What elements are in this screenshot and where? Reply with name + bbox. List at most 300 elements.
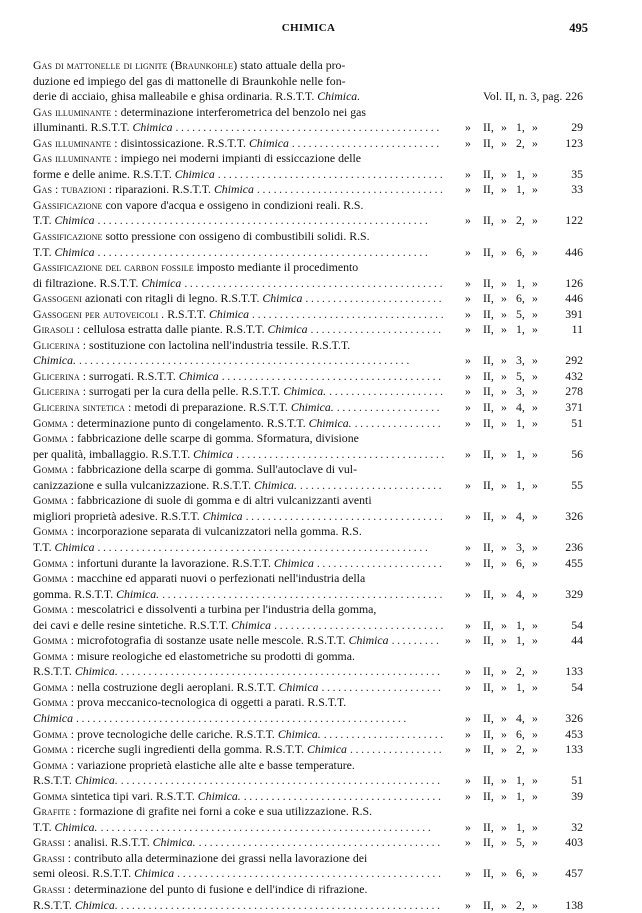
entry-text: disintossicazione. R.S.T.T. <box>120 135 246 150</box>
entry-separator: : <box>70 679 75 694</box>
entry-text: contributo alla determinazione dei grassi nella lavorazione dei <box>74 850 368 865</box>
index-entry <box>33 680 583 696</box>
entry-keyword: Gas <box>33 182 53 197</box>
entry-line <box>33 602 583 618</box>
entry-text: analisi. R.S.T.T. <box>74 835 150 850</box>
index-entry <box>33 882 583 913</box>
index-entry <box>33 493 583 524</box>
index-entry <box>33 260 583 291</box>
ditto-mark: » <box>465 866 471 881</box>
page-number: 54 <box>571 617 583 632</box>
entry-text: stato attuale della pro- <box>240 58 346 72</box>
leader-dots: ............................................................ <box>78 353 412 368</box>
ditto-mark: » <box>501 477 507 492</box>
page-number: 457 <box>565 866 583 881</box>
issue-number: 1, <box>516 617 525 632</box>
entry-text: migliori proprietà adesive. R.S.T.T. <box>33 508 200 523</box>
volume: II, <box>483 166 494 181</box>
volume: II, <box>483 555 494 570</box>
entry-keyword: Gomma <box>33 555 68 570</box>
page-number: 432 <box>565 368 583 383</box>
ditto-mark: » <box>501 244 507 259</box>
index-entry <box>33 602 583 633</box>
entry-text: variazione proprietà elastiche alle alte e basse temperature. <box>77 757 355 772</box>
leader-dots: ..................... <box>329 384 446 399</box>
page-number: 29 <box>571 120 583 135</box>
index-entry <box>33 384 583 400</box>
page-number: 326 <box>565 508 583 523</box>
entry-separator: : <box>70 431 75 446</box>
entry-keyword: Gomma <box>33 679 68 694</box>
ditto-mark: » <box>465 353 471 368</box>
journal-name: Chimica <box>134 866 175 881</box>
leader-dots: ........................... <box>291 135 442 150</box>
volume: II, <box>483 788 494 803</box>
ditto-mark: » <box>465 679 471 694</box>
ditto-mark: » <box>501 539 507 554</box>
entry-keyword: Grafite <box>33 804 71 819</box>
index-entry <box>33 851 583 882</box>
ditto-mark: » <box>465 135 471 150</box>
journal-name: Chimica. <box>197 788 241 803</box>
ditto-mark: » <box>501 835 507 850</box>
entry-separator: : <box>70 524 75 539</box>
issue-number: 1, <box>516 275 525 290</box>
leader-dots: ............................................ <box>198 835 443 850</box>
page-number: 55 <box>571 477 583 492</box>
page-number: 122 <box>565 213 583 228</box>
page-number: 326 <box>565 710 583 725</box>
issue-number: 6, <box>516 726 525 741</box>
journal-name: Chimica <box>213 182 254 197</box>
ditto-mark: » <box>501 275 507 290</box>
ditto-mark: » <box>501 446 507 461</box>
journal-name: Chimica. <box>74 773 118 788</box>
leader-dots: .......................................................... <box>120 897 443 912</box>
entry-separator: : <box>114 135 118 150</box>
journal-name: Chimica <box>174 166 215 181</box>
index-entry <box>33 804 583 835</box>
journal-name: Chimica. <box>74 664 118 679</box>
issue-number: 1, <box>516 633 525 648</box>
ditto-mark: » <box>532 726 538 741</box>
ditto-mark: » <box>532 819 538 834</box>
entry-line <box>33 571 583 587</box>
ditto-mark: » <box>465 726 471 741</box>
journal-name: Chimica. <box>33 353 76 368</box>
ditto-mark: » <box>532 617 538 632</box>
ditto-mark: » <box>465 275 471 290</box>
ditto-mark: » <box>465 617 471 632</box>
entry-keyword: Gomma <box>33 524 68 539</box>
entry-keyword: Gassificazione <box>33 229 103 244</box>
ditto-mark: » <box>465 508 471 523</box>
entry-separator: : <box>70 571 75 586</box>
entry-line <box>33 151 583 167</box>
entry-text: mescolatrici e dissolventi a turbina per l'industria della gomma, <box>77 602 377 617</box>
leader-dots: ...................... <box>323 726 446 741</box>
leader-dots: ............................................................ <box>97 213 431 228</box>
index-entry <box>33 182 583 198</box>
index-entry <box>33 229 583 260</box>
entry-text: formazione di grafite nei forni a coke e sua utilizzazione. R.S. <box>79 804 373 819</box>
ditto-mark: » <box>465 819 471 834</box>
index-entry <box>33 105 583 136</box>
journal-name: Chimica. <box>253 477 297 492</box>
index-entry <box>33 556 583 572</box>
entry-text: sintetica tipi vari. R.S.T.T. <box>70 788 195 803</box>
ditto-mark: » <box>501 353 507 368</box>
index-entry <box>33 322 583 338</box>
entry-text: surrogati per la cura della pelle. R.S.T.T. <box>89 384 281 399</box>
entry-separator: : <box>67 850 72 865</box>
ditto-mark: » <box>465 897 471 912</box>
ditto-mark: » <box>532 322 538 337</box>
entry-keyword: Gomma <box>33 633 68 648</box>
issue-number: 1, <box>516 120 525 135</box>
ditto-mark: » <box>465 555 471 570</box>
page-number: 138 <box>565 897 583 912</box>
journal-name: Chimica <box>267 322 308 337</box>
page-number: 391 <box>565 306 583 321</box>
ditto-mark: » <box>532 586 538 601</box>
index-entry <box>33 462 583 493</box>
entry-keyword: Glicerina sintetica <box>33 400 126 415</box>
ditto-mark: » <box>532 275 538 290</box>
journal-name: Chimica <box>202 508 243 523</box>
ditto-mark: » <box>465 710 471 725</box>
ditto-mark: » <box>532 244 538 259</box>
journal-name: Chimica. <box>277 726 321 741</box>
ditto-mark: » <box>465 166 471 181</box>
volume: II, <box>483 415 494 430</box>
page-number: 54 <box>571 679 583 694</box>
entry-keyword: Gomma <box>33 757 68 772</box>
ditto-mark: » <box>465 788 471 803</box>
ditto-mark: » <box>501 291 507 306</box>
ditto-mark: » <box>501 866 507 881</box>
ditto-mark: » <box>532 368 538 383</box>
running-title: CHIMICA <box>281 22 336 34</box>
ditto-mark: » <box>465 633 471 648</box>
entry-text: di filtrazione. R.S.T.T. <box>33 275 139 290</box>
entry-line <box>33 804 583 820</box>
leader-dots: ............................................................ <box>100 819 434 834</box>
entry-separator: : <box>70 726 75 741</box>
entry-text: metodi di preparazione. R.S.T.T. <box>134 400 288 415</box>
index-entry <box>33 524 583 555</box>
volume: II, <box>483 819 494 834</box>
entry-text: azionati con ritagli di legno. R.S.T.T. <box>84 291 260 306</box>
ditto-mark: » <box>501 679 507 694</box>
entry-separator: : <box>67 835 72 850</box>
volume: II, <box>483 322 494 337</box>
volume: II, <box>483 477 494 492</box>
entry-text: determinazione punto di congelamento. R.S.T.T. <box>77 415 306 430</box>
index-entry <box>33 369 583 385</box>
entry-text: R.S.T.T. <box>167 306 207 321</box>
entry-text: riparazioni. R.S.T.T. <box>115 182 211 197</box>
entry-line <box>33 431 583 447</box>
issue-number: 1, <box>516 679 525 694</box>
entry-line <box>33 851 583 867</box>
volume: II, <box>483 679 494 694</box>
issue-number: 1, <box>516 477 525 492</box>
page-number: 123 <box>565 135 583 150</box>
ditto-mark: » <box>532 539 538 554</box>
page-number: 39 <box>571 788 583 803</box>
entry-separator: : <box>73 804 77 819</box>
journal-name: Chimica <box>178 368 219 383</box>
index-entry <box>33 727 583 743</box>
ditto-mark: » <box>501 819 507 834</box>
ditto-mark: » <box>501 415 507 430</box>
entry-keyword: Grassi <box>33 881 65 896</box>
journal-name: Chimica <box>262 291 303 306</box>
journal-name: Chimica. <box>283 384 327 399</box>
leader-dots: ................................................ <box>177 866 444 881</box>
page-number: 32 <box>571 819 583 834</box>
ditto-mark: » <box>465 477 471 492</box>
volume: II, <box>483 726 494 741</box>
issue-number: 2, <box>516 897 525 912</box>
page-number: 278 <box>565 384 583 399</box>
entry-text: R.S.T.T. <box>33 897 72 912</box>
ditto-mark: » <box>465 664 471 679</box>
reference-text: Vol. II, n. 3, pag. 226 <box>482 89 583 104</box>
page-number: 236 <box>565 539 583 554</box>
ditto-mark: » <box>501 586 507 601</box>
ditto-mark: » <box>465 368 471 383</box>
ditto-mark: » <box>465 586 471 601</box>
leader-dots: ................................................... <box>162 586 446 601</box>
journal-name: Chimica <box>33 710 73 725</box>
entry-keyword: Glicerina <box>33 337 80 352</box>
volume: II, <box>483 244 494 259</box>
page-number: 371 <box>565 400 583 415</box>
entry-separator: : <box>70 757 75 772</box>
entry-separator: . <box>161 306 165 321</box>
issue-number: 2, <box>516 742 525 757</box>
ditto-mark: » <box>532 291 538 306</box>
volume: II, <box>483 835 494 850</box>
volume: II, <box>483 897 494 912</box>
entry-keyword: Gassificazione <box>33 197 103 212</box>
page-number: 35 <box>571 166 583 181</box>
issue-number: 4, <box>516 710 525 725</box>
ditto-mark: » <box>465 291 471 306</box>
entry-line <box>33 58 583 74</box>
entry-separator: : <box>70 602 75 617</box>
volume: II, <box>483 368 494 383</box>
entry-line <box>33 695 583 711</box>
volume: II, <box>483 306 494 321</box>
ditto-mark: » <box>532 788 538 803</box>
journal-name: Chimica. <box>317 89 361 104</box>
entry-text: gomma. R.S.T.T. <box>33 586 114 601</box>
ditto-mark: » <box>465 742 471 757</box>
issue-number: 4, <box>516 400 525 415</box>
journal-name: Chimica <box>278 679 319 694</box>
entry-text: duzione ed impiego del gas di mattonelle di Braunkohle nelle fon- <box>33 73 346 88</box>
journal-name: Chimica <box>273 555 314 570</box>
ditto-mark: » <box>501 135 507 150</box>
entry-keyword: Gas illuminante <box>33 135 112 150</box>
ditto-mark: » <box>501 617 507 632</box>
entry-text: per qualità, imballaggio. R.S.T.T. <box>33 446 191 461</box>
entry-keyword: Glicerina <box>33 368 80 383</box>
ditto-mark: » <box>532 384 538 399</box>
leader-dots: ......................... <box>305 291 445 306</box>
ditto-mark: » <box>501 384 507 399</box>
volume: II, <box>483 617 494 632</box>
entry-keyword: Gomma <box>33 431 68 446</box>
page-number: 403 <box>565 835 583 850</box>
entry-keyword: Gomma <box>33 648 68 663</box>
page-number: 292 <box>565 353 583 368</box>
issue-number: 6, <box>516 555 525 570</box>
volume: II, <box>483 384 494 399</box>
ditto-mark: » <box>501 322 507 337</box>
entry-text: infortuni durante la lavorazione. R.S.T.T. <box>77 555 271 570</box>
volume: II, <box>483 213 494 228</box>
entry-text: dei cavi e delle resine sintetiche. R.S.T.T. <box>33 617 229 632</box>
ditto-mark: » <box>532 306 538 321</box>
leader-dots: ......... <box>391 633 442 648</box>
ditto-mark: » <box>465 415 471 430</box>
entry-text: fabbricazione della scarpe di gomma. Sull'autoclave di vul- <box>77 462 358 477</box>
ditto-mark: » <box>532 897 538 912</box>
entry-text: impiego nei moderni impianti di essiccazione delle <box>120 151 362 166</box>
page-number: 33 <box>571 182 583 197</box>
ditto-mark: » <box>501 742 507 757</box>
leader-dots: .......................................................... <box>120 773 443 788</box>
leader-dots: ................. <box>349 742 445 757</box>
entry-text: T.T. <box>33 539 52 554</box>
entry-text: ricerche sugli ingredienti della gomma. R.S.T.T. <box>77 742 305 757</box>
ditto-mark: » <box>532 353 538 368</box>
issue-number: 4, <box>516 586 525 601</box>
ditto-mark: » <box>501 633 507 648</box>
page-number: 126 <box>565 275 583 290</box>
ditto-mark: » <box>465 384 471 399</box>
index-entry <box>33 198 583 229</box>
issue-number: 1, <box>516 415 525 430</box>
issue-number: 1, <box>516 182 525 197</box>
journal-name: Chimica <box>141 275 182 290</box>
entry-text: con vapore d'acqua e ossigeno in condizioni reali. R.S. <box>105 197 364 212</box>
ditto-mark: » <box>532 742 538 757</box>
page-number: 133 <box>565 664 583 679</box>
volume: II, <box>483 866 494 881</box>
index-entry <box>33 835 583 851</box>
entry-keyword: Gomma <box>33 415 68 430</box>
ditto-mark: » <box>532 773 538 788</box>
journal-name: Chimica. <box>290 400 334 415</box>
entry-separator: : <box>127 400 132 415</box>
leader-dots: ........................ <box>310 322 444 337</box>
volume: II, <box>483 446 494 461</box>
volume: II, <box>483 400 494 415</box>
journal-name: Chimica <box>348 633 389 648</box>
index-entry <box>33 742 583 758</box>
entry-line <box>33 758 583 774</box>
ditto-mark: » <box>465 773 471 788</box>
entry-text: T.T. <box>33 213 52 228</box>
volume: II, <box>483 773 494 788</box>
entry-keyword: Girasoli <box>33 322 74 337</box>
ditto-mark: » <box>501 710 507 725</box>
journal-name: Chimica. <box>116 586 160 601</box>
entry-keyword: Gassificazione del carbon fossile <box>33 260 194 275</box>
index-entry <box>33 151 583 182</box>
volume: II, <box>483 508 494 523</box>
entry-separator: : <box>55 182 59 197</box>
ditto-mark: » <box>532 866 538 881</box>
journal-name: Chimica <box>306 742 347 757</box>
index-entry <box>33 58 583 105</box>
index-entry <box>33 338 583 369</box>
issue-number: 4, <box>516 508 525 523</box>
entry-separator: : <box>67 881 72 896</box>
entry-text: misure reologiche ed elastometriche su prodotti di gomma. <box>77 648 355 663</box>
ditto-mark: » <box>532 182 538 197</box>
leader-dots: ....................... <box>316 555 445 570</box>
entry-separator: : <box>114 151 118 166</box>
journal-name: Chimica <box>248 135 289 150</box>
entry-text: T.T. <box>33 244 52 259</box>
index-entry <box>33 431 583 462</box>
journal-name: Chimica <box>54 213 95 228</box>
ditto-mark: » <box>501 726 507 741</box>
entry-separator: : <box>70 555 75 570</box>
entry-line <box>33 524 583 540</box>
page-number: 329 <box>565 586 583 601</box>
issue-number: 3, <box>516 539 525 554</box>
ditto-mark: » <box>465 120 471 135</box>
index-entry <box>33 695 583 726</box>
ditto-mark: » <box>532 120 538 135</box>
index-entry <box>33 291 583 307</box>
entry-text: sotto pressione con ossigeno di combustibili solidi. R.S. <box>105 229 370 244</box>
leader-dots: .................................. <box>256 182 446 197</box>
entry-text: determinazione del punto di fusione e dell'indice di rifrazione. <box>74 881 368 896</box>
leader-dots: ........................................ <box>221 368 444 383</box>
entry-separator: : <box>82 384 87 399</box>
issue-number: 5, <box>516 368 525 383</box>
entry-keyword: Gomma <box>33 742 68 757</box>
index-entry <box>33 789 583 805</box>
ditto-mark: » <box>532 477 538 492</box>
volume: II, <box>483 710 494 725</box>
page-number: 51 <box>571 773 583 788</box>
issue-number: 1, <box>516 773 525 788</box>
entry-text: determinazione interferometrica del benzolo nei gas <box>120 104 366 119</box>
entry-keyword: Gomma <box>33 571 68 586</box>
journal-name: Chimica. <box>54 819 98 834</box>
entry-text: cellulosa estratta dalle piante. R.S.T.T. <box>83 322 265 337</box>
leader-dots: .......................................................... <box>120 664 443 679</box>
entry-separator: : <box>70 648 75 663</box>
ditto-mark: » <box>465 835 471 850</box>
entry-separator: : <box>70 493 75 508</box>
index-entry <box>33 136 583 152</box>
entry-line <box>33 649 583 665</box>
index-entry <box>33 758 583 789</box>
ditto-mark: » <box>532 415 538 430</box>
entry-separator: : <box>114 104 118 119</box>
page-number: 44 <box>571 633 583 648</box>
